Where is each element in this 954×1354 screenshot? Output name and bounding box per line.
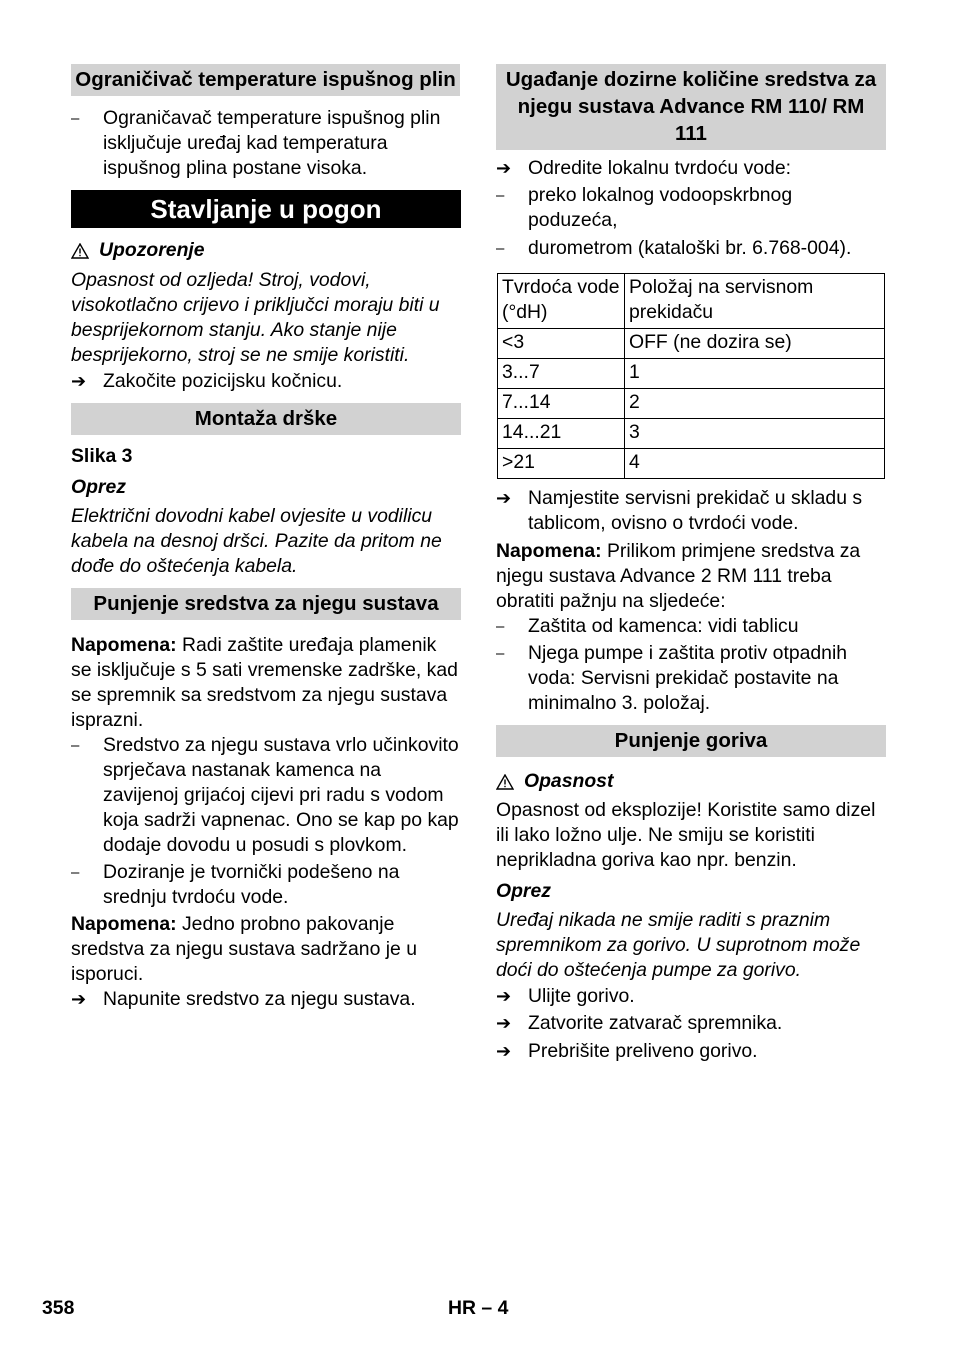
warning-triangle-icon [496,774,514,790]
table-header-cell: Položaj na servisnom prekidaču [625,274,885,329]
arrow-right-icon: ➔ [71,989,87,1009]
table-row [498,449,885,479]
table-cell: 7...14 [498,389,625,419]
danger-heading [496,769,886,794]
table-cell: 1 [625,359,885,389]
page-number: 358 [42,1297,75,1319]
table-header-row [498,274,885,329]
note-paragraph: Napomena: Jedno probno pakovanje sredstva za njegu sustava sadržano je u isporuci. [71,913,418,985]
table-cell: >21 [498,449,625,479]
section-heading-care-fluid: Punjenje sredstva za njegu sustava [71,588,461,620]
right-column [496,64,886,1064]
arrow-right-icon: ➔ [71,371,87,391]
instruction-step: ➔ Odredite lokalnu tvrdoću vode: [496,157,792,179]
note-paragraph: Napomena: Prilikom primjene sredstva za njegu sustava Advance 2 RM 111 treba obratiti pažnju na sljedeće: [496,540,861,612]
arrow-right-icon: ➔ [496,158,512,178]
list-item: – Sredstvo za njegu sustava vrlo učinkovito sprječava nastanak kamenca na zavijenoj grijaćoj cijevi pri radu s vodom koja sadrži vapnenac. Ono se kap po kap dodaje dovodu u posudi s plovkom. [71,733,461,858]
figure-reference: Slika 3 [71,445,133,467]
warning-text: Opasnost od ozljeda! Stroj, vodovi, visokotlačno crijevo i priključci moraju biti u besprijekornom stanju. Ako stanje nije besprijekorno, stroj se ne smije koristiti. [71,269,440,366]
caution-label: Oprez [496,880,551,902]
list-item: – Njega pumpe i zaštita protiv otpadnih voda: Servisni prekidač postavite na minimalno 3. položaj. [496,641,886,716]
chapter-heading: Stavljanje u pogon [71,190,461,228]
hardness-table [497,273,885,479]
warning-triangle-icon [71,243,89,259]
section-heading-dosing: Ugađanje dozirne količine sredstva za njegu sustava Advance RM 110/ RM 111 [496,64,886,150]
table-row [498,359,885,389]
caution-text: Uređaj nikada ne smije raditi s praznim spremnikom za gorivo. U suprotnom može doći do oštećenja pumpe za gorivo. [496,909,861,981]
list-item: – Zaštita od kamenca: vidi tablicu [496,614,886,639]
language-page-label: HR – 4 [448,1297,509,1319]
table-cell: OFF (ne dozira se) [625,329,885,359]
instruction-step: ➔ Napunite sredstvo za njegu sustava. [71,988,416,1010]
warning-heading [71,238,461,263]
table-row [498,389,885,419]
danger-label: Opasnost [524,770,614,792]
caution-text: Električni dovodni kabel ovjesite u vodilicu kabela na desnoj dršci. Pazite da pritom ne dođe do oštećenja kabela. [71,505,442,577]
instruction-step: ➔ Ulijte gorivo. [496,985,635,1007]
section-heading-handle: Montaža drške [71,403,461,435]
arrow-right-icon: ➔ [496,488,512,508]
arrow-right-icon: ➔ [496,1013,512,1033]
list-item: – Ograničavač temperature ispušnog plin isključuje uređaj kad temperatura ispušnog plina postane visoka. [71,106,461,181]
table-cell: 14...21 [498,419,625,449]
list-item: – Doziranje je tvornički podešeno na srednju tvrdoću vode. [71,860,461,910]
table-cell: <3 [498,329,625,359]
list-item: – durometrom (kataloški br. 6.768-004). [496,236,886,261]
table-row [498,329,885,359]
table-row [498,419,885,449]
caution-label: Oprez [71,476,126,498]
section-heading-fuel: Punjenje goriva [496,725,886,757]
table-cell: 2 [625,389,885,419]
danger-text: Opasnost od eksplozije! Koristite samo dizel ili lako ložno ulje. Ne smiju se koristiti neprikladna goriva kao npr. benzin. [496,799,876,871]
table-cell: 4 [625,449,885,479]
instruction-step: ➔ Zatvorite zatvarač spremnika. [496,1012,783,1034]
arrow-right-icon: ➔ [496,986,512,1006]
table-cell: 3...7 [498,359,625,389]
arrow-right-icon: ➔ [496,1041,512,1061]
section-heading-exhaust-limiter: Ograničivač temperature ispušnog plin [71,64,460,96]
warning-label: Upozorenje [99,239,205,261]
table-header-cell: Tvrdoća vode (°dH) [498,274,625,329]
table-cell: 3 [625,419,885,449]
list-item: – preko lokalnog vodoopskrbnog poduzeća, [496,183,886,233]
note-paragraph: Napomena: Radi zaštite uređaja plamenik se isključuje s 5 sati vremenske zadrške, kad se spremnik sa sredstvom za njegu sustava isprazni. [71,634,458,731]
left-column [71,64,461,1012]
instruction-step: ➔ Namjestite servisni prekidač u skladu s tablicom, ovisno o tvrdoći vode. [496,487,863,534]
instruction-step: ➔ Prebrišite preliveno gorivo. [496,1040,758,1062]
instruction-step: ➔ Zakočite pozicijsku kočnicu. [71,370,343,392]
